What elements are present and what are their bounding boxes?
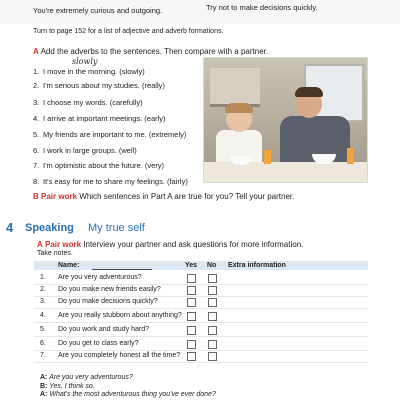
turn-to-page: Turn to page 152 for a list of adjective and adverb formations. [33, 28, 224, 35]
no-checkbox[interactable] [208, 274, 217, 283]
yes-checkbox[interactable] [187, 340, 196, 349]
handwritten-example: slowly [72, 57, 98, 66]
list-item: 7. I'm optimistic about the future. (very) [33, 161, 165, 170]
header-left-text: You're extremely curious and outgoing. [33, 6, 163, 15]
no-checkbox[interactable] [208, 312, 217, 321]
speaking-instruction [37, 240, 303, 249]
header-no: No [207, 262, 217, 269]
exercise-b [33, 192, 294, 201]
survey-table-header [34, 261, 368, 270]
pair-work-label: Pair work [41, 192, 78, 201]
yes-checkbox[interactable] [187, 274, 196, 283]
section-number: 4 [6, 220, 14, 235]
take-notes: Take notes. [37, 250, 73, 257]
name-line [92, 269, 152, 270]
yes-checkbox[interactable] [187, 352, 196, 361]
speaking-letter: A [37, 240, 43, 249]
header-name: Name: [58, 262, 80, 269]
table-row: 2. Do you make new friends easily? [34, 284, 368, 297]
table-row: 4. Are you really stubborn about anything? [34, 310, 368, 323]
table-row: 5. Do you work and study hard? [34, 324, 368, 337]
dialogue-line: B: Yes, I think so. [40, 383, 95, 390]
header-extra-info: Extra information [228, 262, 286, 269]
header-right-text: Try not to make decisions quickly. [206, 3, 318, 12]
exercise-b-text: Which sentences in Part A are true for you? Tell your partner. [79, 192, 295, 201]
no-checkbox[interactable] [208, 326, 217, 335]
table-row: 6. Do you get to class early? [34, 338, 368, 351]
yes-checkbox[interactable] [187, 312, 196, 321]
header-yes: Yes [185, 262, 198, 269]
list-item: 5. My friends are important to me. (extremely) [33, 130, 187, 139]
dialogue-line: A: What's the most adventurous thing you've ever done? [40, 391, 216, 398]
yes-checkbox[interactable] [187, 326, 196, 335]
exercise-a-instruction: Add the adverbs to the sentences. Then compare with a partner. [40, 47, 269, 56]
yes-checkbox[interactable] [187, 286, 196, 295]
list-item: 6. I work in large groups. (well) [33, 146, 137, 155]
table-row: 3. Do you make decisions quickly? [34, 296, 368, 309]
table-row: 7. Are you completely honest all the time? [34, 350, 368, 363]
exercise-a-heading [33, 47, 268, 56]
list-item: 8. It's easy for me to share my feelings. (fairly) [33, 177, 188, 186]
table-row: 1. Are you very adventurous? [34, 272, 368, 285]
list-item: 1. I move in the morning. (slowly) [33, 67, 145, 76]
list-item: 2. I'm serious about my studies. (really) [33, 81, 165, 90]
dialogue-line: A: Are you very adventurous? [40, 374, 133, 381]
no-checkbox[interactable] [208, 286, 217, 295]
exercise-a-letter: A [33, 47, 39, 56]
speaking-text: Interview your partner and ask questions for more information. [83, 240, 304, 249]
exercise-b-letter: B [33, 192, 39, 201]
no-checkbox[interactable] [208, 352, 217, 361]
breakfast-photo [203, 57, 368, 183]
yes-checkbox[interactable] [187, 298, 196, 307]
section-title: Speaking [25, 222, 74, 234]
section-subtitle: My true self [88, 222, 145, 234]
no-checkbox[interactable] [208, 340, 217, 349]
list-item: 3. I choose my words. (carefully) [33, 98, 143, 107]
list-item: 4. I arrive at important meetings. (early) [33, 114, 166, 123]
no-checkbox[interactable] [208, 298, 217, 307]
speaking-pair-work: Pair work [45, 240, 82, 249]
